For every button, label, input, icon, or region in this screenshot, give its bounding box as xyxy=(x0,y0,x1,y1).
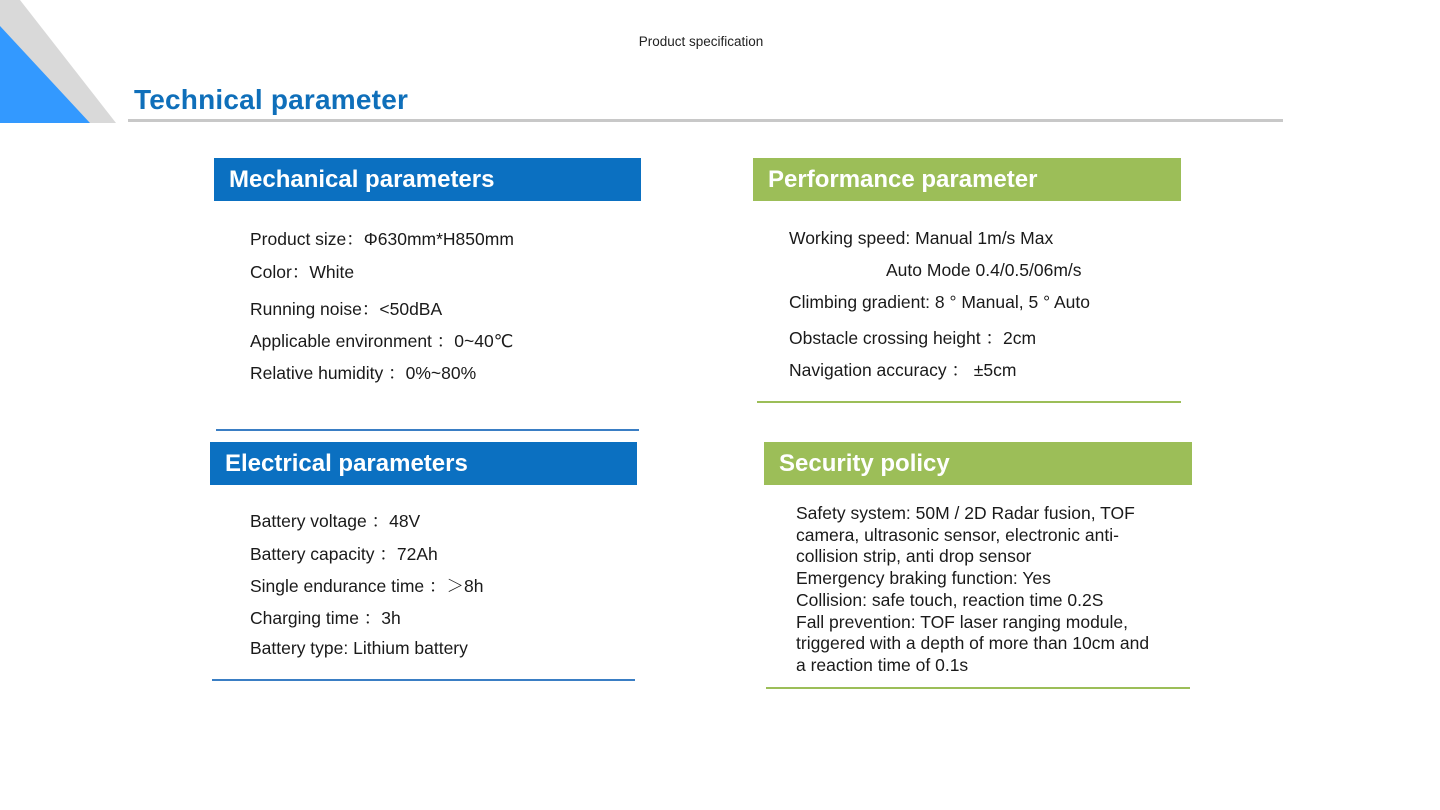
performance-item: Working speed: Manual 1m/s Max xyxy=(789,228,1054,248)
electrical-item: Charging time ：3h xyxy=(250,608,401,628)
security-line: Fall prevention: TOF laser ranging module, xyxy=(796,611,1129,632)
title-divider xyxy=(128,119,1283,122)
electrical-divider xyxy=(212,679,635,681)
mechanical-item: Running noise：<50dBA xyxy=(250,299,443,319)
mechanical-item: Applicable environment ：0~40℃ xyxy=(250,331,514,351)
mechanical-item: Product size：Φ630mm*H850mm xyxy=(250,229,514,249)
electrical-item: Battery type: Lithium battery xyxy=(250,638,468,658)
mechanical-item: Relative humidity ：0%~80% xyxy=(250,363,477,383)
mechanical-divider xyxy=(216,429,639,431)
security-line: Safety system: 50M / 2D Radar fusion, TOF xyxy=(796,503,1135,523)
security-line: camera, ultrasonic sensor, electronic anti- xyxy=(796,524,1119,545)
mechanical-item: Color：White xyxy=(250,262,355,282)
mechanical-parameters-heading: Mechanical parameters xyxy=(214,158,641,201)
electrical-item: Battery voltage ：48V xyxy=(250,511,421,531)
electrical-parameters-heading: Electrical parameters xyxy=(210,442,637,485)
document-header: Product specification xyxy=(638,34,764,49)
electrical-item: Battery capacity ：72Ah xyxy=(250,544,438,564)
security-divider xyxy=(766,687,1190,689)
performance-item: Navigation accuracy ： ±5cm xyxy=(789,360,1017,380)
performance-parameter-heading: Performance parameter xyxy=(753,158,1181,201)
security-line: Emergency braking function: Yes xyxy=(796,568,1051,589)
security-policy-heading: Security policy xyxy=(764,442,1192,485)
corner-decoration xyxy=(0,0,120,125)
security-line: triggered with a depth of more than 10cm and xyxy=(796,633,1150,654)
performance-divider xyxy=(757,401,1181,403)
performance-item: Auto Mode 0.4/0.5/06m/s xyxy=(886,260,1082,280)
page-title: Technical parameter xyxy=(134,84,409,115)
security-line: a reaction time of 0.1s xyxy=(796,654,969,675)
performance-item: Obstacle crossing height ：2cm xyxy=(789,328,1037,348)
security-policy-text xyxy=(796,503,1216,677)
performance-item: Climbing gradient: 8 ° Manual, 5 ° Auto xyxy=(789,292,1090,312)
security-line: collision strip, anti drop sensor xyxy=(796,546,1032,567)
security-line: Collision: safe touch, reaction time 0.2S xyxy=(796,589,1104,610)
electrical-item: Single endurance time ：＞8h xyxy=(250,576,484,596)
